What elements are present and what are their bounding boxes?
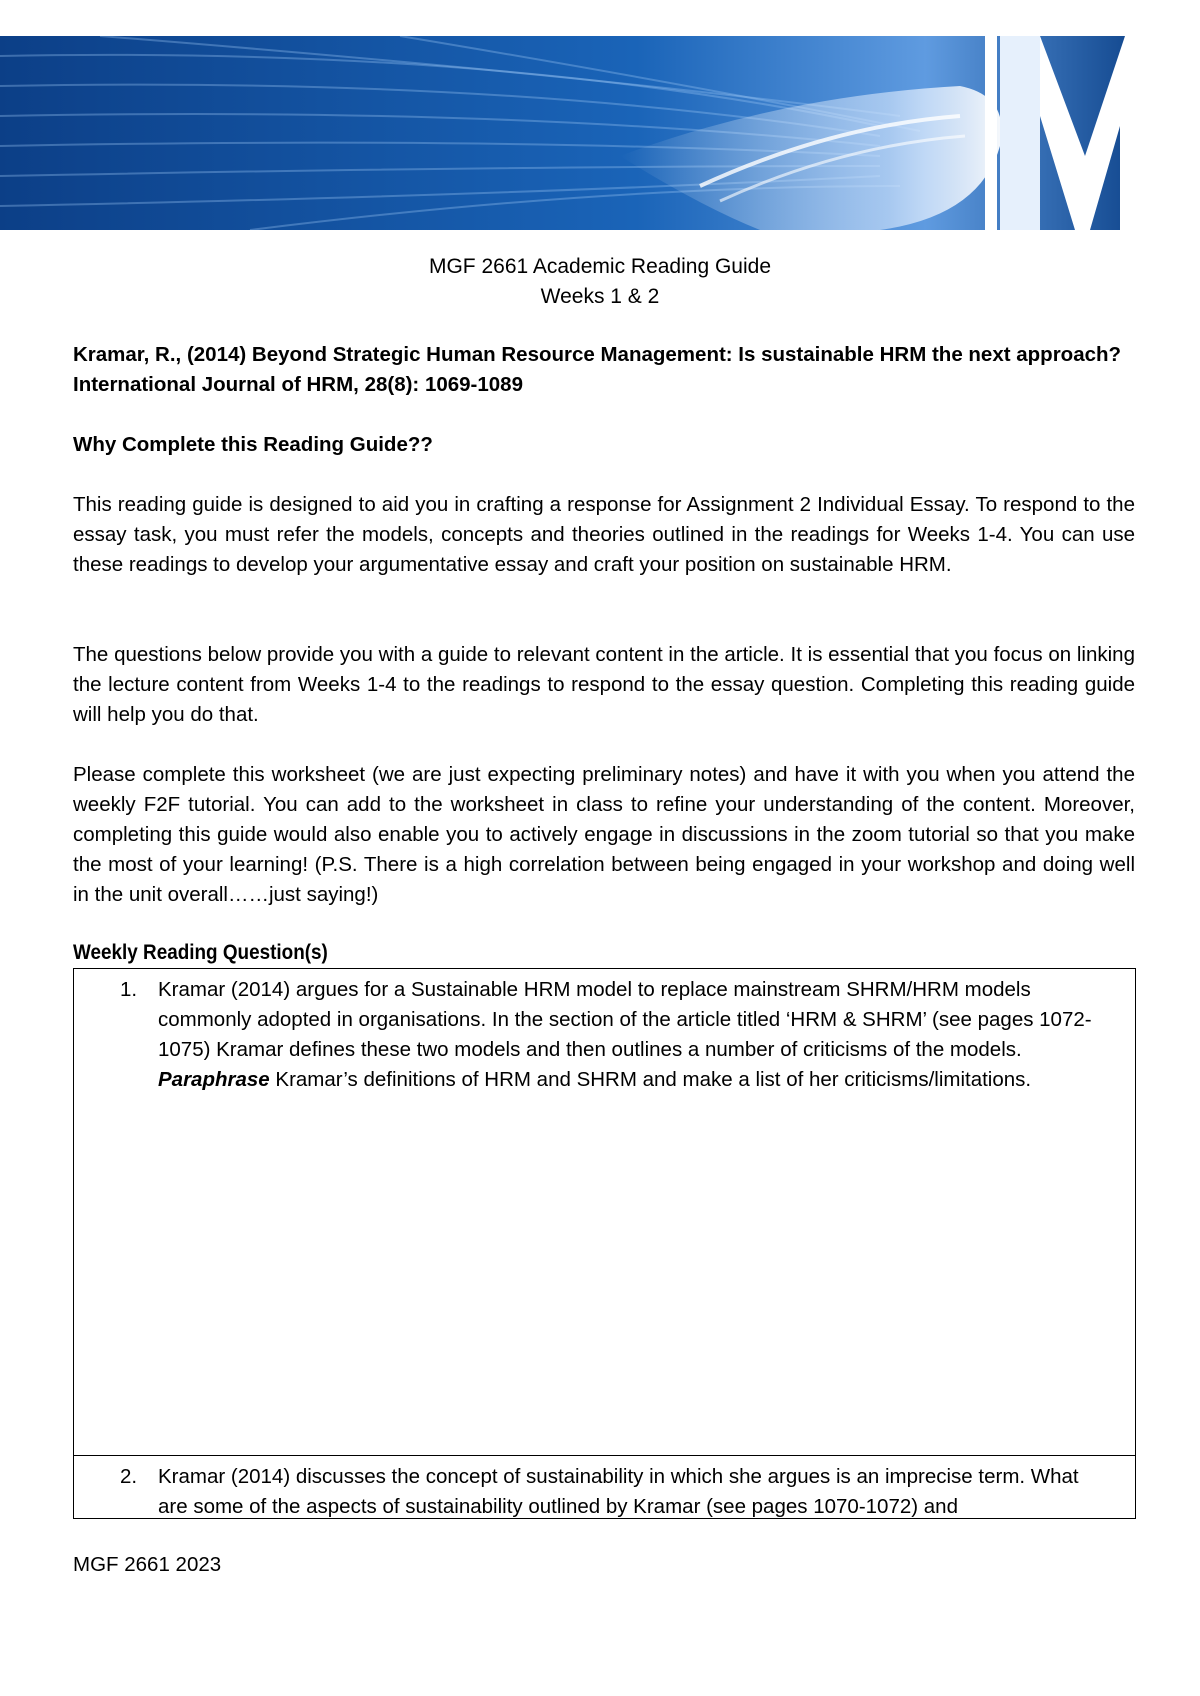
- question-1-text-after: Kramar’s definitions of HRM and SHRM and make a list of her criticisms/limitations.: [275, 1068, 1032, 1091]
- header-banner: [0, 36, 1157, 230]
- question-1-emphasis: Paraphrase: [158, 1068, 270, 1091]
- banner-graphic: [0, 36, 1157, 230]
- page-footer: MGF 2661 2023: [73, 1553, 222, 1576]
- questions-heading: Weekly Reading Question(s): [73, 941, 328, 964]
- question-1-text-before: Kramar (2014) argues for a Sustainable HRM model to replace mainstream SHRM/HRM models commonly adopted in organisations. In the section of the article titled ‘HRM & SHRM’ (see pages 1072- 1075) Kramar defines these two models and then outlines a number of criticisms of the models.: [158, 978, 1092, 1061]
- question-1-number: 1.: [120, 978, 138, 1001]
- question-2-number: 2.: [120, 1465, 138, 1488]
- intro-paragraph: This reading guide is designed to aid you in crafting a response for Assignment 2 Individual Essay. To respond to the essay task, you must refer the models, concepts and theories outlined in the readings for Weeks 1-4. You can use these readings to develop your argumentative essay and craft your position on sustainable HRM.: [73, 493, 1135, 576]
- questions-table: [73, 968, 1136, 1519]
- guide-paragraph: The questions below provide you with a guide to relevant content in the article. It is essential that you focus on linking the lecture content from Weeks 1-4 to the readings to respond to the essay question. Completing this reading guide will help you do that.: [73, 643, 1135, 726]
- title-block: [0, 252, 1200, 312]
- why-heading: Why Complete this Reading Guide??: [73, 433, 433, 456]
- worksheet-paragraph: Please complete this worksheet (we are just expecting preliminary notes) and have it with you when you attend the weekly F2F tutorial. You can add to the worksheet in class to refine your understanding of the content. Moreover, completing this guide would also enable you to actively engage in discussions in the zoom tutorial so that you make the most of your learning! (P.S. There is a high correlation between being engaged in your workshop and doing well in the unit overall……just saying!): [73, 763, 1135, 906]
- question-1-cell[interactable]: [74, 969, 1135, 1456]
- question-1-text: [158, 975, 1108, 1095]
- question-2-text: Kramar (2014) discusses the concept of sustainability in which she argues is an imprecise term. What are some of the aspects of sustainability outlined by Kramar (see pages 1070-1072) and: [158, 1465, 1079, 1518]
- weeks-subtitle: Weeks 1 & 2: [540, 285, 660, 308]
- citation: Kramar, R., (2014) Beyond Strategic Human Resource Management: Is sustainable HRM the next approach? International Journal of HRM, 28(8): 1069-1089: [73, 343, 1122, 396]
- question-2-cell[interactable]: [74, 1456, 1135, 1518]
- course-title: MGF 2661 Academic Reading Guide: [428, 255, 772, 278]
